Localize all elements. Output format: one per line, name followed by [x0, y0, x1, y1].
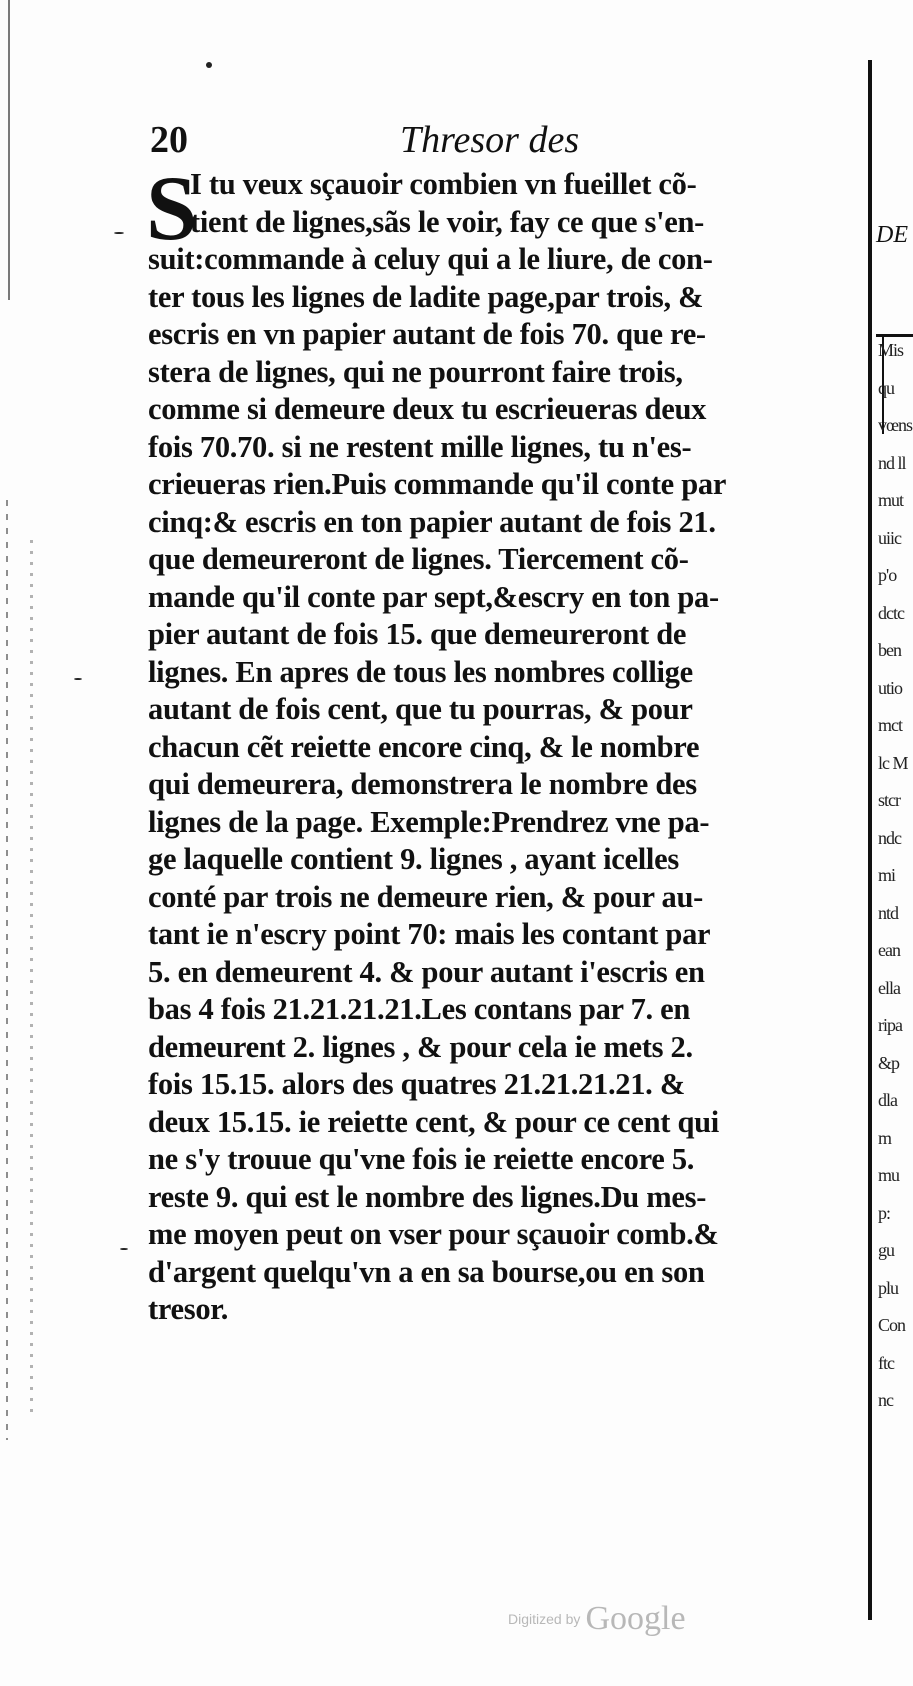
google-logo: Google [585, 1600, 686, 1637]
facing-page-fragment: vœns [878, 415, 913, 435]
facing-page-fragment: p: [878, 1202, 891, 1223]
facing-page-fragment: nd ll [878, 452, 906, 473]
facing-page-gutter-rule [868, 60, 872, 1620]
text-line: tant ie n'escry point 70: mais les contant par [148, 917, 711, 951]
facing-page-fragment: mu [878, 1165, 900, 1185]
facing-page-fragment: ripa [878, 1015, 902, 1035]
text-line: tresor. [148, 1292, 229, 1326]
facing-page-fragment: &p [878, 1052, 900, 1073]
text-line: fois 70.70. si ne restent mille lignes, tu n'es- [148, 429, 692, 464]
watermark-prefix: Digitized by [508, 1611, 581, 1627]
text-line: que demeureront de lignes. Tiercement cõ- [148, 542, 689, 576]
text-line: me moyen peut on vser pour sçauoir comb.& [148, 1217, 719, 1251]
text-line: crieueras rien.Puis commande qu'il conte par [148, 467, 727, 501]
text-line: ge laquelle contient 9. lignes , ayant icelles [148, 842, 679, 876]
text-line: qui demeurera, demonstrera le nombre des [148, 767, 697, 801]
facing-page-fragment: qu [878, 377, 894, 398]
google-watermark [508, 1600, 686, 1638]
running-title: Thresor des [400, 119, 580, 161]
text-line: autant de fois cent, que tu pourras, & pour [148, 692, 693, 726]
drop-cap: S [146, 157, 198, 259]
text-line: comme si demeure deux tu escrieueras deux [148, 392, 707, 426]
facing-page-fragment: gu [878, 1240, 894, 1260]
facing-page-fragment: nc [878, 1390, 893, 1410]
facing-page-fragment: ftc [878, 1352, 894, 1373]
facing-page-fragment: Mis [878, 340, 904, 360]
facing-page-fragment: lc M [878, 752, 908, 773]
facing-page-fragment: mct [878, 715, 902, 735]
text-line: ter tous les lignes de ladite page,par trois, & [148, 279, 704, 314]
text-line: suit:commande à celuy qui a le liure, de con- [148, 242, 713, 276]
ink-speck [74, 678, 82, 680]
facing-page-fragment: p'o [878, 565, 897, 585]
facing-page-fragment: utio [878, 677, 903, 698]
ink-speck [120, 1248, 128, 1250]
ink-speck [206, 62, 212, 68]
scan-edge-mark-inner [30, 540, 33, 1420]
text-line: fois 15.15. alors des quatres 21.21.21.21. & [148, 1067, 685, 1101]
text-line: I tu veux sçauoir combien vn fueillet cõ- [190, 167, 697, 201]
text-line: lignes de la page. Exemple:Prendrez vne pa- [148, 804, 710, 839]
text-line: bas 4 fois 21.21.21.21.Les contans par 7. en [148, 992, 691, 1026]
text-line: reste 9. qui est le nombre des lignes.Du mes- [148, 1179, 707, 1214]
scan-edge-mark-top [8, 0, 10, 300]
facing-page-fragment: plu [878, 1277, 899, 1298]
text-line: cinq:& escris en ton papier autant de fois 21. [148, 504, 716, 539]
text-line: stera de lignes, qui ne pourront faire trois, [148, 354, 683, 389]
facing-page-fragment: ean [878, 940, 900, 960]
facing-page-fragment: stcr [878, 790, 900, 810]
facing-page-fragment: dctc [878, 602, 904, 623]
facing-page-fragment: dla [878, 1090, 897, 1110]
text-line: escris en vn papier autant de fois 70. que re- [148, 317, 706, 351]
text-line: tient de lignes,sãs le voir, fay ce que s'en- [190, 204, 705, 239]
text-line: pier autant de fois 15. que demeureront de [148, 617, 687, 651]
facing-page-fragment: mi [878, 865, 896, 885]
ink-speck [114, 232, 124, 234]
text-line: demeurent 2. lignes , & pour cela ie mets 2. [148, 1029, 693, 1064]
scan-edge-mark [6, 500, 8, 1440]
text-line: mande qu'il conte par sept,&escry en ton pa- [148, 579, 719, 614]
facing-page-fragment: ndc [878, 827, 901, 848]
facing-page-fragment: uiic [878, 527, 901, 548]
page-header [150, 118, 810, 168]
facing-page-fragment: ntd [878, 902, 899, 923]
text-line: lignes. En apres de tous les nombres collige [148, 654, 693, 689]
facing-page-fragment: Con [878, 1315, 906, 1335]
text-line: conté par trois ne demeure rien, & pour au- [148, 879, 703, 914]
text-line: d'argent quelqu'vn a en sa bourse,ou en son [148, 1254, 705, 1289]
text-line: deux 15.15. ie reiette cent, & pour ce cent qui [148, 1104, 719, 1139]
text-line: 5. en demeurent 4. & pour autant i'escris en [148, 954, 705, 989]
facing-page-fragment: m [878, 1127, 892, 1148]
body-text [146, 157, 818, 1329]
facing-page-fragment: ben [878, 640, 901, 660]
text-line: ne s'y trouue qu'vne fois ie reiette encore 5. [148, 1142, 695, 1176]
facing-page-fragment: ella [878, 977, 900, 998]
page-number: 20 [150, 119, 188, 161]
facing-page-heading: DE [876, 222, 908, 248]
text-line: chacun cẽt reiette encore cinq, & le nombre [148, 729, 700, 764]
facing-page-fragment: mut [878, 490, 904, 510]
